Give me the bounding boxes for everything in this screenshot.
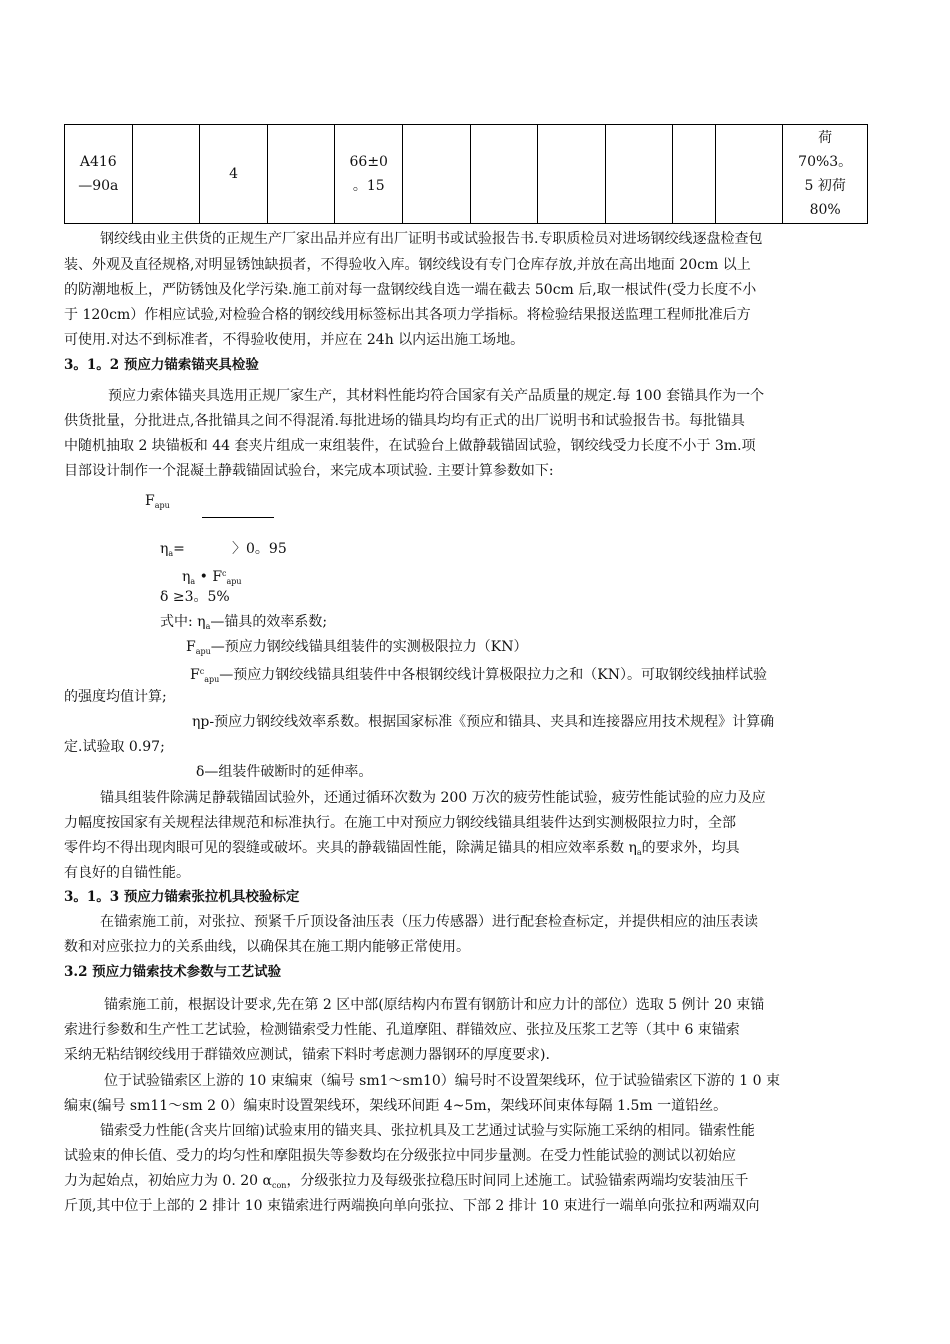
paragraph-line: 的防潮地板上，严防锈蚀及化学污染.施工前对每一盘钢绞线自选一端在截去 50cm 后,取一根试件(受力长度不小 (64, 282, 757, 298)
paragraph-line: 采纳无粘结钢绞线用于群锚效应测试，锚索下料时考虑测力器钢环的厚度要求). (64, 1047, 550, 1063)
symbol-f: F (145, 493, 155, 509)
paragraph-line: 编束(编号 sm11～sm 2 0）编束时设置架线环，架线环间距 4~5m，架线环间束体每隔 1.5m 一道铅丝。 (64, 1098, 728, 1114)
table-cell-tolerance (335, 125, 403, 224)
text-run: 零件均不得出现肉眼可见的裂缝或破坏。夹具的静载锚固性能，除满足锚具的相应效率系数 η (64, 840, 637, 856)
paragraph-line: 锚具组装件除满足静载锚固试验外，还通过循环次数为 200 万次的疲劳性能试验，疲劳性能试验的应力及应 (100, 790, 766, 806)
cell-line: A416 (79, 154, 117, 170)
subscript: a (205, 622, 211, 631)
cell-line: 66±0 (349, 154, 388, 170)
definition-line (186, 636, 527, 663)
cell-line: —90a (78, 178, 119, 194)
def-text: F (190, 667, 200, 683)
definition-line: ηp-预应力钢绞线效率系数。根据国家标准《预应和锚具、夹具和连接器应用技术规程》计算确 (192, 714, 775, 730)
formula-lhs (160, 538, 185, 565)
table-cell-count: 4 (200, 125, 268, 224)
def-text: 式中: η (160, 614, 206, 630)
paragraph-line: 目部设计制作一个混凝土静载锚固试验台，来完成本项试验. 主要计算参数如下: (64, 463, 554, 479)
paragraph-line: 索进行参数和生产性工艺试验，检测锚索受力性能、孔道摩阻、群锚效应、张拉及压浆工艺等（其中 6 束锚索 (64, 1022, 740, 1038)
subscript: con (271, 1181, 287, 1190)
section-heading: 3。1。3 预应力锚索张拉机具校验标定 (64, 889, 300, 905)
table-cell (673, 125, 715, 224)
formula-condition: 〉0。95 (232, 541, 287, 557)
subscript: apu (154, 501, 170, 510)
formula-numerator (145, 490, 170, 517)
table-cell (470, 125, 538, 224)
paragraph-line: 有良好的自锚性能。 (64, 865, 190, 881)
paragraph-line: 在锚索施工前，对张拉、预紧千斤顶设备油压表（压力传感器）进行配套检查标定，并提供相应的油压表读 (100, 914, 758, 930)
text-run: 力为起始点，初始应力为 0. 20 α (64, 1173, 272, 1189)
subscript: a (168, 549, 174, 558)
table-cell (403, 125, 471, 224)
subscript: apu (195, 647, 211, 656)
table-cell (715, 125, 783, 224)
symbol-eta: η (182, 569, 191, 585)
cell-line: 荷 (818, 130, 833, 146)
formula-delta: δ ≥3。5% (160, 589, 230, 605)
def-text: F (186, 639, 196, 655)
section-heading: 3.2 预应力锚索技术参数与工艺试验 (64, 964, 282, 980)
subscript: a (190, 577, 196, 586)
paragraph-line: 力幅度按国家有关规程法律规范和标准执行。在施工中对预应力钢绞线锚具组装件达到实测极限拉力时，全部 (64, 815, 736, 831)
def-text: —锚具的效率系数; (210, 614, 328, 630)
def-text: —预应力钢绞线锚具组装件的实测极限拉力（KN） (210, 639, 528, 655)
table-row (65, 125, 868, 224)
subscript: apu (226, 577, 242, 586)
section-heading: 3。1。2 预应力锚索锚夹具检验 (64, 357, 259, 373)
paragraph-line: 锚索施工前，根据设计要求,先在第 2 区中部(原结构内布置有钢筋计和应力计的部位）选取 5 例计 20 束锚 (104, 997, 765, 1013)
paragraph-line: 预应力索体锚夹具选用正规厂家生产，其材料性能均符合国家有关产品质量的规定.每 100 套锚具作为一个 (108, 388, 765, 404)
paragraph-line: 于 120cm）作相应试验,对检验合格的钢绞线用标签标出其各项力学指标。将检验结果报送监理工程师批准后方 (64, 307, 751, 323)
paragraph-line: 中随机抽取 2 块锚板和 44 套夹片组成一束组装件，在试验台上做静载锚固试验，钢绞线受力长度不小于 3m.项 (64, 438, 756, 454)
table-cell-model (65, 125, 133, 224)
subscript: apu (204, 675, 220, 684)
paragraph-line: 试验束的伸长值、受力的均匀性和摩阻损失等参数均在分级张拉中同步量测。在受力性能试验的测试以初始应 (64, 1148, 736, 1164)
cell-line: 。15 (352, 178, 385, 194)
text-run: ，分级张拉力及每级张拉稳压时间同上述施工。试验锚索两端均安装油压千 (286, 1173, 749, 1189)
steel-strand-spec-table (64, 124, 868, 224)
superscript: c (199, 667, 205, 676)
superscript: c (222, 569, 227, 578)
table-cell (605, 125, 673, 224)
symbol-f: • F (195, 569, 223, 585)
subscript: a (636, 848, 642, 857)
def-text: —预应力钢绞线锚具组装件中各根钢绞线计算极限拉力之和（KN）。可取钢绞线抽样试验 (219, 667, 767, 683)
cell-line: 70%3。 (798, 154, 853, 170)
paragraph-line: 装、外观及直径规格,对明显锈蚀缺损者，不得验收入库。钢绞线设有专门仓库存放,并放在高出地面 20cm 以上 (64, 257, 751, 273)
definition-line: 的强度均值计算; (64, 689, 167, 705)
paragraph-line: 位于试验锚索区上游的 10 束编束（编号 sm1～sm10）编号时不设置架线环，位于试验锚索区下游的 1 0 束 (104, 1073, 780, 1089)
text-run: 的要求外，均具 (641, 840, 740, 856)
table-cell (267, 125, 335, 224)
paragraph-line: 供货批量，分批进点,各批锚具之间不得混淆.每批进场的锚具均均有正式的出厂说明书和试验报告书。每批锚具 (64, 413, 745, 429)
paragraph-line: 数和对应张拉力的关系曲线，以确保其在施工期内能够正常使用。 (64, 939, 470, 955)
paragraph-line (64, 1170, 748, 1197)
definition-line (160, 611, 327, 638)
paragraph-line (64, 837, 740, 864)
table-cell (538, 125, 606, 224)
paragraph-line: 锚索受力性能(含夹片回缩)试验束用的锚夹具、张拉机具及工艺通过试验与实际施工采纳的相同。锚索性能 (100, 1123, 755, 1139)
equals-sign: = (173, 541, 185, 557)
definition-line: 定.试验取 0.97; (64, 739, 165, 755)
table-cell-load (783, 125, 868, 224)
definition-line (190, 661, 767, 691)
cell-line: 80% (809, 202, 841, 218)
cell-line: 5 初荷 (804, 178, 846, 194)
definition-line: δ—组装件破断时的延伸率。 (196, 764, 373, 780)
symbol-eta: η (160, 541, 169, 557)
paragraph-line: 钢绞线由业主供货的正规生产厂家出品并应有出厂证明书或试验报告书.专职质检员对进场钢绞线逐盘检查包 (100, 231, 763, 247)
paragraph-line: 可使用.对达不到标准者，不得验收使用，并应在 24h 以内运出施工场地。 (64, 332, 525, 348)
paragraph-line: 斤顶,其中位于上部的 2 排计 10 束锚索进行两端换向单向张拉、下部 2 排计 10 束进行一端单向张拉和两端双向 (64, 1198, 760, 1214)
fraction-bar (202, 517, 274, 518)
table-cell (132, 125, 200, 224)
